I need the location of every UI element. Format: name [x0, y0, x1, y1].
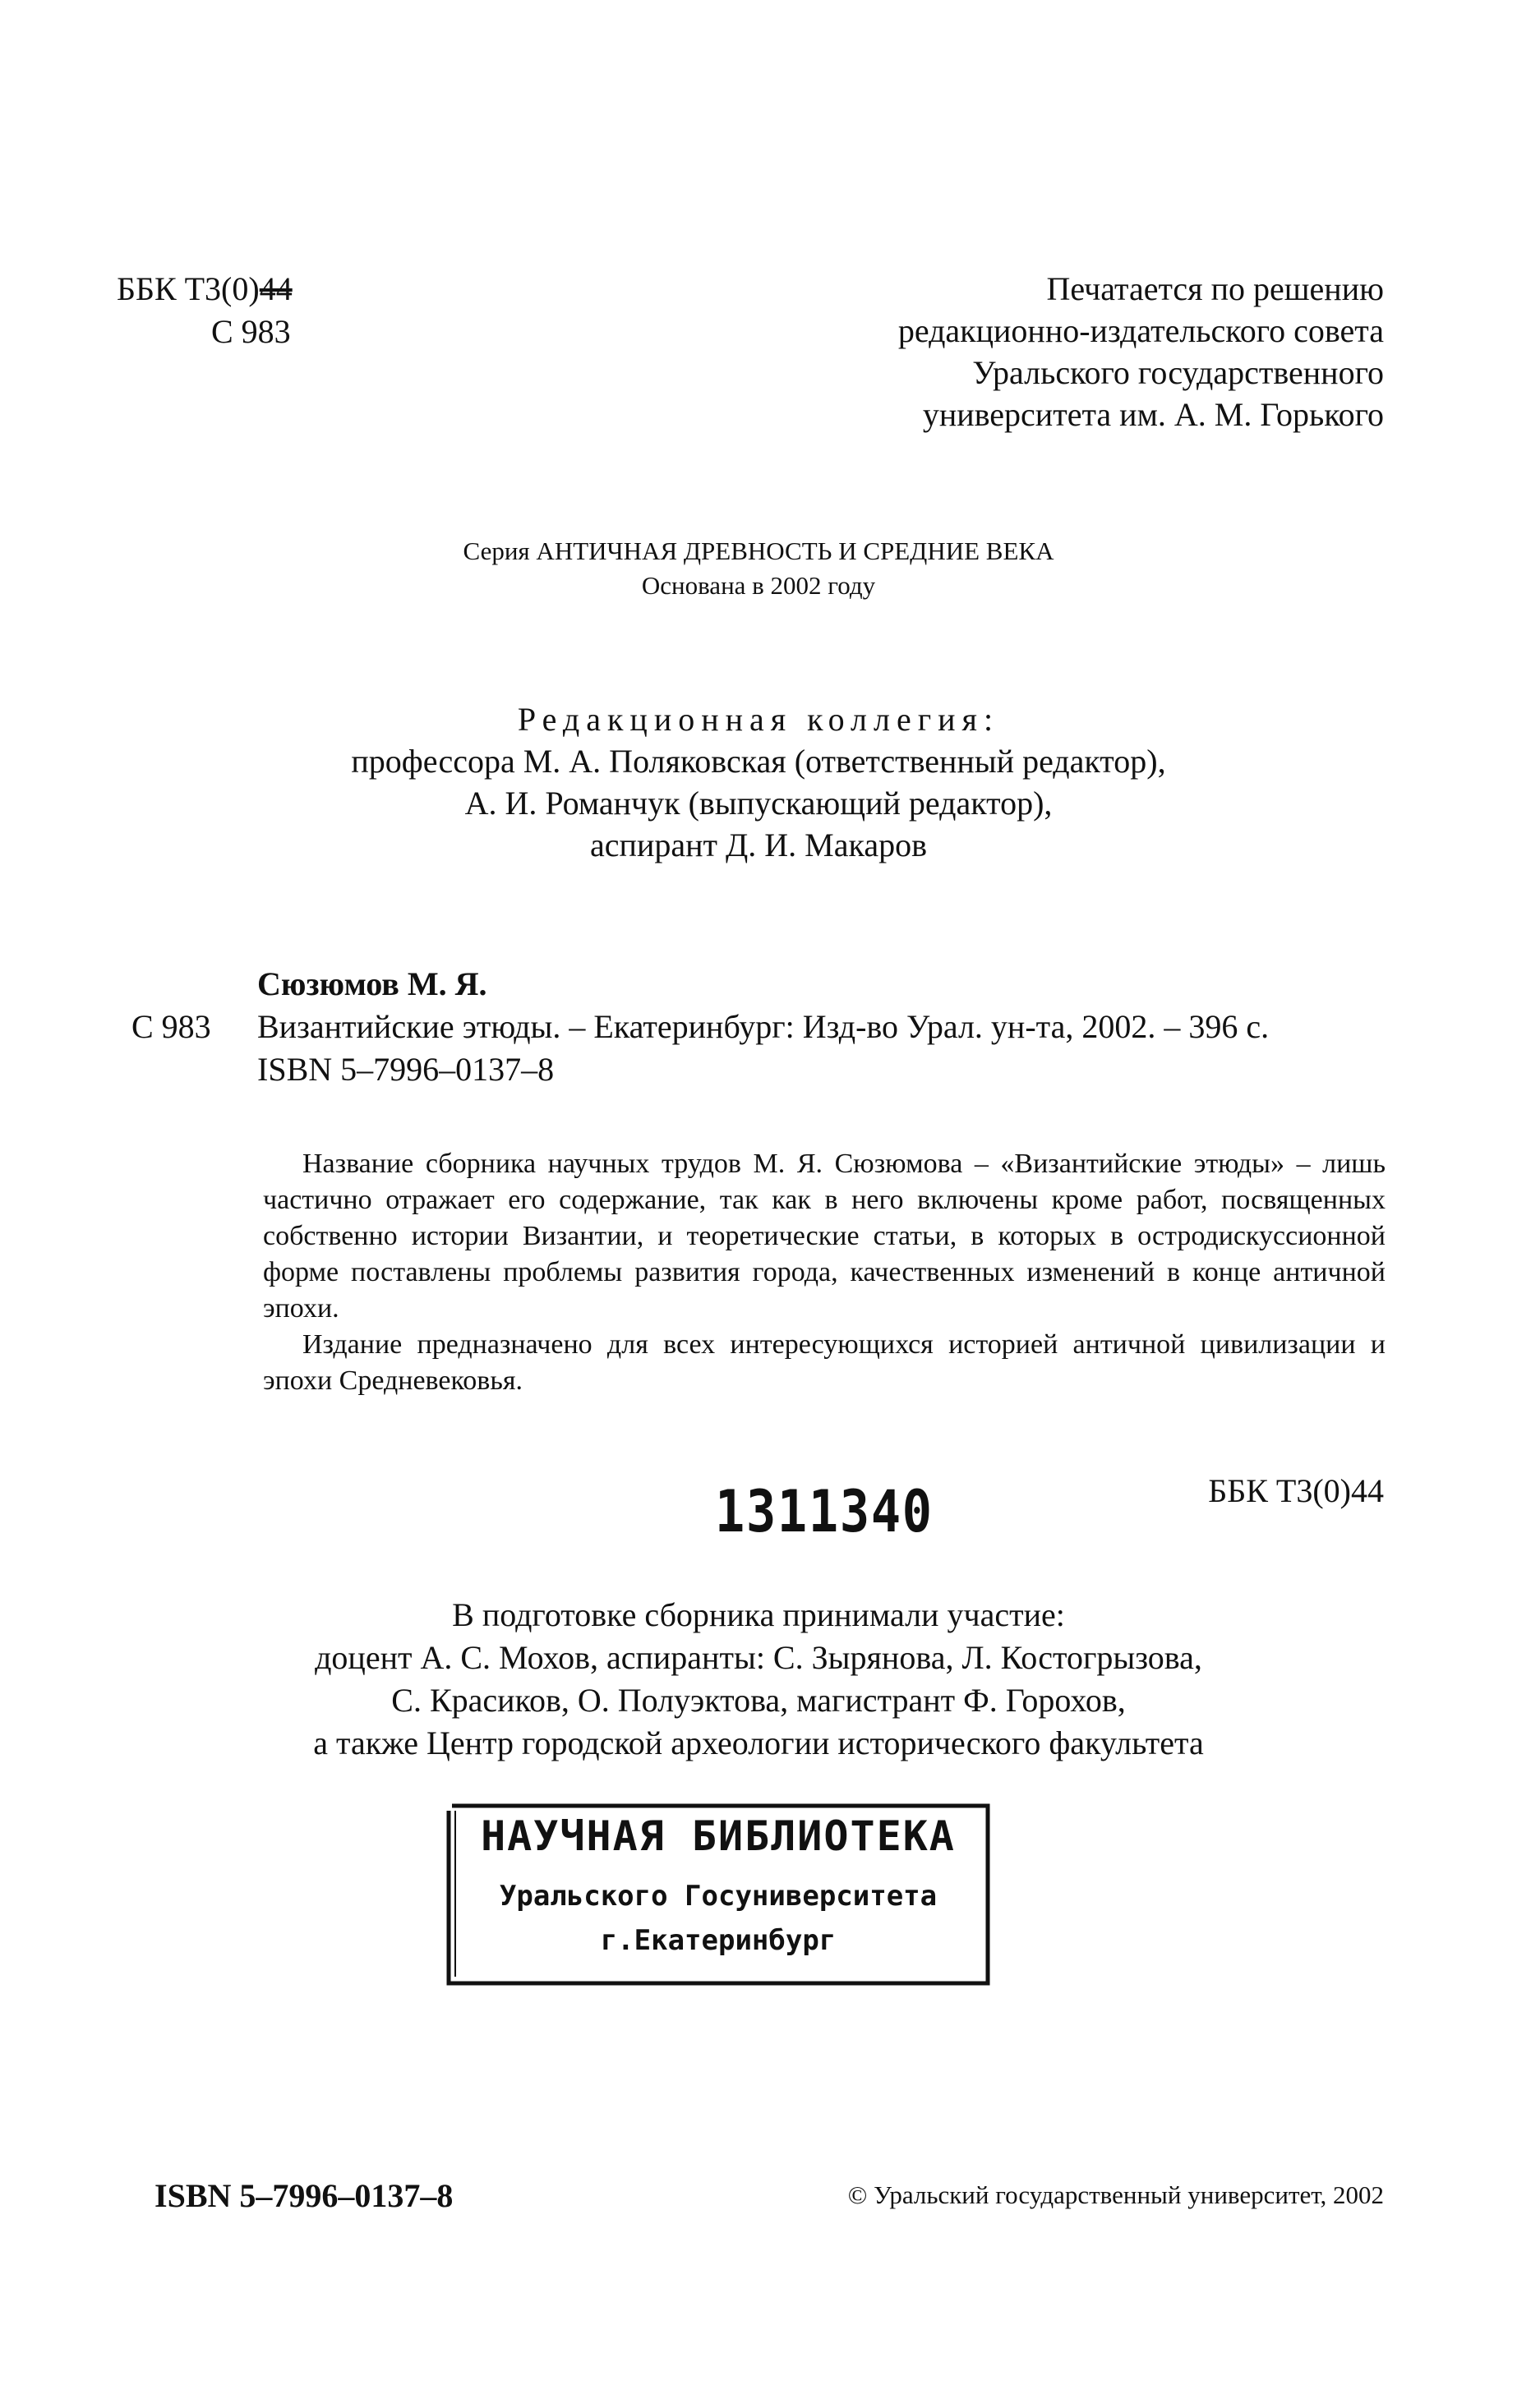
- cutter-mark: С 983: [211, 313, 291, 350]
- stamp-line-2: Уральского Госуниверситета: [499, 1880, 938, 1913]
- series-block: [0, 534, 1517, 603]
- stamp-line-3: г.Екатеринбург: [600, 1924, 837, 1957]
- catalog-author: Сюзюмов М. Я.: [257, 965, 487, 1002]
- participants-line: а также Центр городской археологии исторического факультета: [313, 1724, 1204, 1761]
- bbk-code: [117, 268, 293, 311]
- bbk-right: ББК Т3(0)44: [1208, 1472, 1384, 1509]
- editorial-board-member: А. И. Романчук (выпускающий редактор),: [464, 785, 1053, 822]
- bbk-prefix-mark: Б: [117, 270, 136, 307]
- approval-line: университета им. А. М. Горького: [922, 396, 1384, 433]
- catalog-title: Византийские этюды. – Екатеринбург: Изд-во Урал. ун-та, 2002. – 396 с.: [257, 1008, 1270, 1045]
- bbk-main: БК Т3(0): [135, 270, 260, 307]
- participants-line: С. Красиков, О. Полуэктова, магистрант Ф. Горохов,: [391, 1682, 1126, 1719]
- bbk-classification: [117, 268, 293, 353]
- library-stamp: [444, 1799, 993, 1988]
- copyright: © Уральский государственный университет, 2002: [847, 2180, 1384, 2209]
- series-founded: Основана в 2002 году: [641, 571, 876, 600]
- footer-isbn: ISBN 5–7996–0137–8: [154, 2177, 454, 2214]
- editorial-board-member: аспирант Д. И. Макаров: [590, 826, 927, 863]
- stamp-line-1: НАУЧНАЯ БИБЛИОТЕКА: [481, 1812, 956, 1860]
- participants-line: В подготовке сборника принимали участие:: [452, 1596, 1065, 1633]
- approval-line: редакционно-издательского совета: [897, 312, 1384, 349]
- annotation: [263, 1146, 1386, 1399]
- series-title: Серия АНТИЧНАЯ ДРЕВНОСТЬ И СРЕДНИЕ ВЕКА: [463, 536, 1054, 565]
- participants: [0, 1594, 1517, 1765]
- annotation-paragraph: Издание предназначено для всех интересующихся историей античной цивилизации и эпохи Средневековья.: [263, 1329, 1386, 1396]
- inventory-number: 1311340: [715, 1478, 934, 1545]
- catalog-isbn: ISBN 5–7996–0137–8: [257, 1051, 555, 1088]
- bbk-struck-digits: 44: [259, 270, 293, 307]
- participants-line: доцент А. С. Мохов, аспиранты: С. Зырянова, Л. Костогрызова,: [315, 1639, 1202, 1676]
- publication-approval: [898, 268, 1384, 435]
- editorial-board: [0, 698, 1517, 866]
- editorial-board-heading: Редакционная коллегия:: [517, 701, 1000, 738]
- editorial-board-member: профессора М. А. Поляковская (ответственный редактор),: [351, 743, 1166, 780]
- catalog-cutter: С 983: [131, 1008, 211, 1045]
- annotation-paragraph: Название сборника научных трудов М. Я. Сюзюмова – «Византийские этюды» – лишь частично отражает его содержание, так как в него включены кроме работ, посвященных собственно истории Византии, и теоретические статьи, в которых в остродискуссионной форме поставлены проблемы развития города, качественных изменений в конце античной эпохи.: [263, 1149, 1386, 1324]
- approval-line: Печатается по решению: [1046, 270, 1384, 307]
- approval-line: Уральского государственного: [972, 354, 1384, 391]
